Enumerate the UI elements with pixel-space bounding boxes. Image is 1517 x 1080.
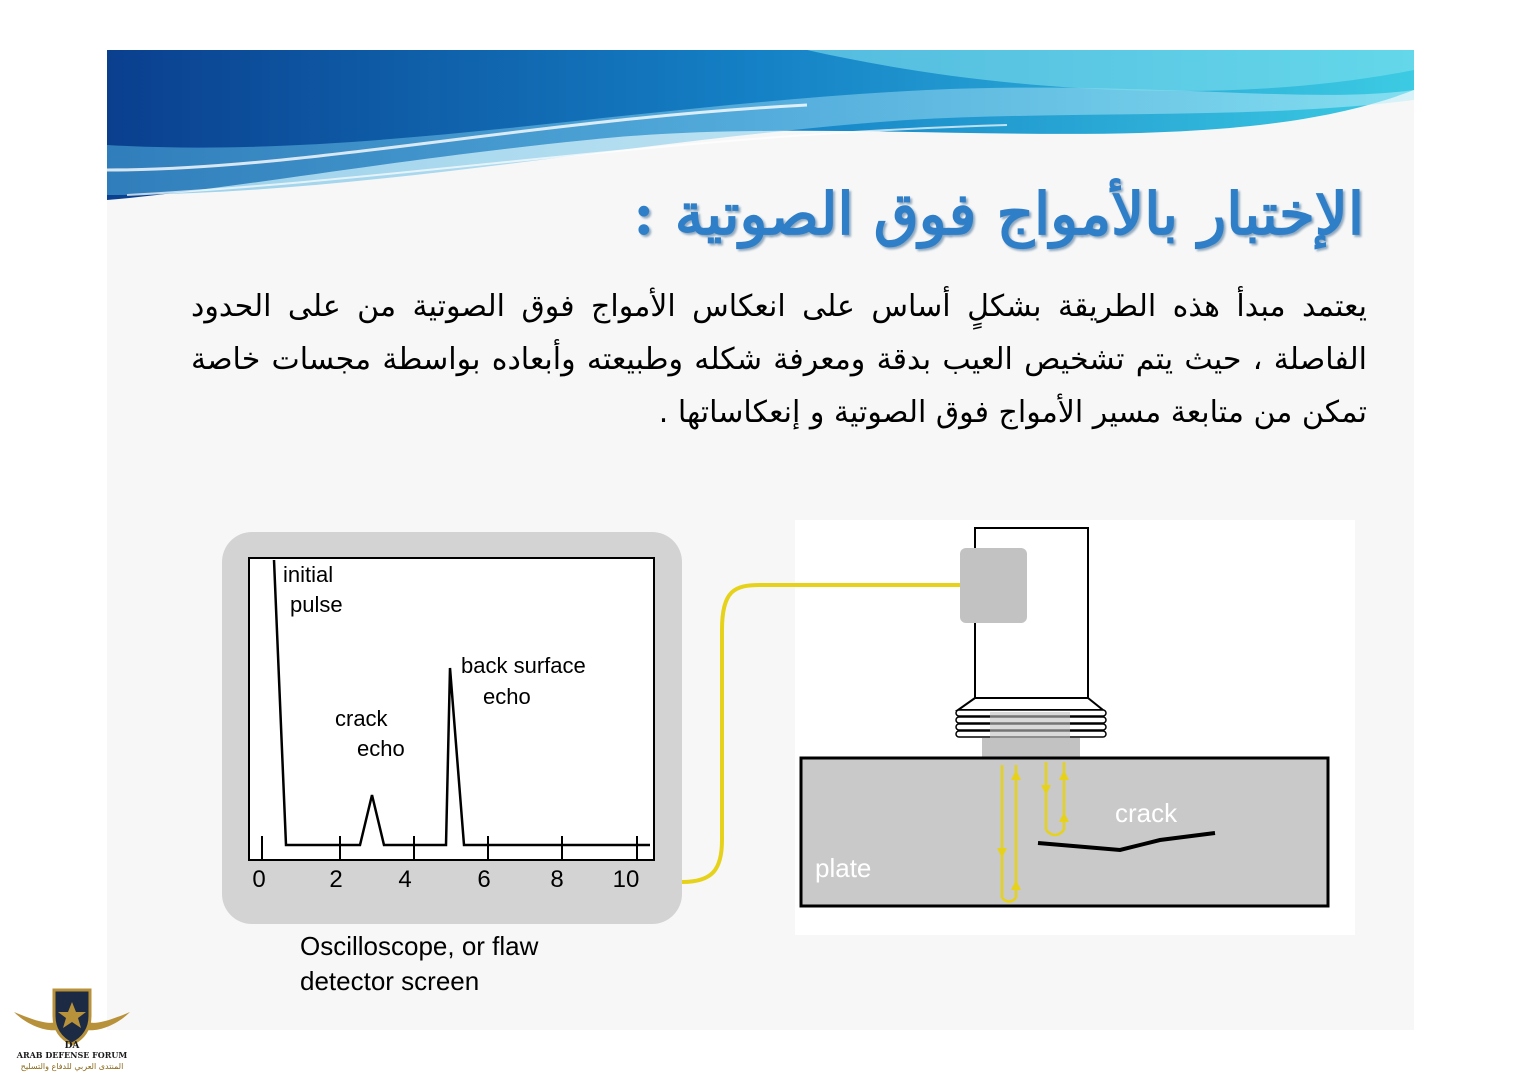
- oscilloscope-caption: Oscilloscope, or flaw: [300, 931, 539, 961]
- watermark-logo: [8, 982, 136, 1077]
- transducer-connector: [960, 548, 1027, 623]
- axis-tick-label: 4: [398, 866, 412, 893]
- body-paragraph: يعتمد مبدأ هذه الطريقة بشكلٍ أساس على انعكاس الأمواج فوق الصوتية من على الحدود الفاصلة ، حيث يتم تشخيص العيب بدقة ومعرفة شكله وطبيعته وأبعاده بواسطة مجسات خاصة تمكن من متابعة مسير الأمواج فوق الصوتية و إنعكاساتها .: [191, 289, 1367, 430]
- transducer-face: [982, 738, 1080, 758]
- crack-echo-label: crack: [335, 706, 388, 731]
- logo-name-en: ARAB DEFENSE FORUM: [16, 1050, 128, 1060]
- initial-pulse-label-2: pulse: [290, 592, 343, 617]
- oscilloscope-caption-2: detector screen: [300, 966, 480, 996]
- axis-tick-label: 6: [477, 866, 491, 893]
- plate-label: plate: [815, 853, 872, 883]
- shield-wings-icon: [8, 982, 136, 1052]
- logo-letters: DA: [64, 1041, 80, 1051]
- back-surface-echo-label: back surface: [461, 653, 586, 678]
- axis-tick-label: 0: [252, 866, 266, 893]
- slide-title: الإختبار بالأمواج فوق الصوتية :: [633, 180, 1364, 248]
- axis-tick-label: 8: [550, 866, 564, 893]
- initial-pulse-label: initial: [283, 562, 334, 587]
- axis-tick-label: 2: [329, 866, 343, 893]
- crack-label: crack: [1115, 798, 1178, 828]
- crack-echo-label-2: echo: [357, 736, 405, 761]
- back-surface-echo-label-2: echo: [483, 684, 531, 709]
- logo-name-ar: المنتدى العربي للدفاع والتسليح: [20, 1062, 124, 1071]
- axis-tick-label: 10: [612, 866, 640, 893]
